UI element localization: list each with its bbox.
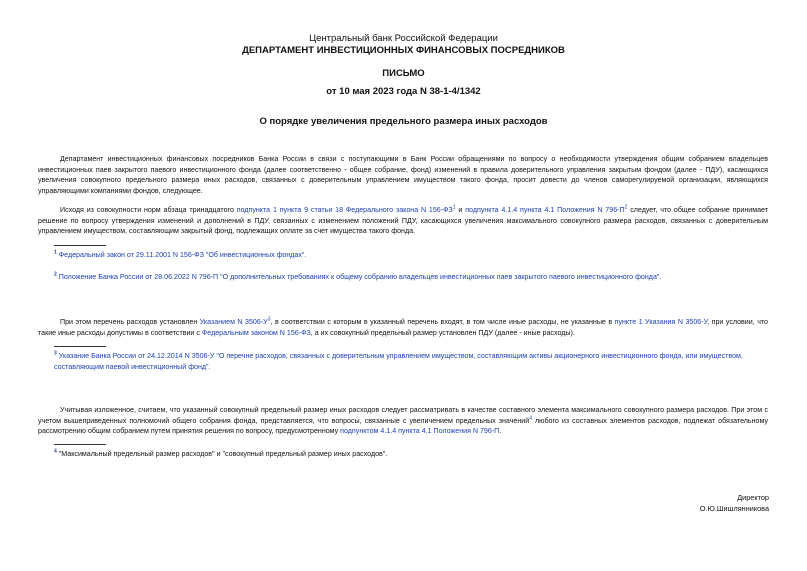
footnote-ref-4[interactable]: 4 — [529, 415, 532, 422]
footnote-1 — [54, 250, 774, 261]
signature-block — [700, 492, 769, 514]
link-directive-3506u-item1[interactable]: пункте 1 Указания N 3506-У — [614, 318, 708, 326]
footnote-mark: 1 — [54, 249, 57, 256]
link-regulation-796p-item[interactable]: подпунктом 4.1.4 пункта 4.1 Положения N 796-П — [340, 427, 500, 436]
footnote-2 — [54, 272, 774, 283]
text-segment: любого из составных элементов расходов, подлежат обязательному рассмотрению общим собранием путем принятия решения по вопросу, предусмотренному — [38, 416, 768, 436]
text-segment: , в соответствии с которым в указанный перечень входят, в том числе иные расходы, не указанные в — [270, 318, 615, 326]
signatory-name: О.Ю.Шишлянникова — [699, 504, 769, 513]
footnote-4 — [54, 449, 774, 460]
footnote-mark: 2 — [54, 271, 57, 278]
text-segment: , а их совокупный предельный размер установлен ПДУ (далее - иные расходы). — [310, 328, 575, 337]
footnote-text[interactable]: Указание Банка России от 24.12.2014 N 3506-У "О перечне расходов, связанных с доверительным управлением имуществом, составляющим активы акционерного инвестиционного фонда, или имуществом, составляющим паевой инвестиционный фонд". — [54, 352, 743, 371]
footnote-text[interactable]: Положение Банка России от 28.06.2022 N 796-П "О дополнительных требованиях к общему собранию владельцев инвестиционных паев закрытого паевого инвестиционного фонда". — [58, 273, 662, 281]
footnote-text[interactable]: Федеральный закон от 29.11.2001 N 156-ФЗ "Об инвестиционных фондах". — [58, 251, 307, 259]
footnote-separator — [54, 245, 106, 246]
text-segment: и — [455, 206, 466, 214]
footnote-separator — [54, 444, 106, 445]
document-type: ПИСЬМО — [382, 68, 425, 79]
paragraph-expense-list — [38, 317, 768, 338]
department-name: ДЕПАРТАМЕНТ ИНВЕСТИЦИОННЫХ ФИНАНСОВЫХ ПОСРЕДНИКОВ — [242, 45, 565, 56]
link-regulation-796p[interactable]: подпункта 4.1.4 пункта 4.1 Положения N 796-П — [465, 206, 625, 214]
footnote-mark: 4 — [54, 448, 57, 455]
text-segment: Учитывая изложенное, считаем, что указанный совокупный предельный размер иных расходов следует рассматривать в качестве составного элемента максимального совокупного размера расходов. При этом с учетом вышеприведенных полномочий общего собрания фонда, представляется, что вопросы, связанные с увеличением предельных значений — [38, 406, 768, 425]
text-segment: Исходя из совокупности норм абзаца тринадцатого — [60, 206, 237, 214]
paragraph-conclusion — [38, 405, 768, 437]
footnote-3 — [54, 351, 774, 372]
link-directive-3506u[interactable]: Указанием N 3506-У — [199, 318, 268, 326]
footnote-ref-2[interactable]: 2 — [624, 204, 628, 211]
link-federal-law-156fz[interactable]: Федеральным законом N 156-ФЗ — [201, 328, 311, 337]
link-law-156fz[interactable]: подпункта 1 пункта 9 статьи 18 Федерального закона N 156-ФЗ — [236, 206, 453, 214]
footnote-text: "Максимальный предельный размер расходов" и "совокупный предельный размер иных расходов". — [58, 450, 388, 458]
footnote-mark: 3 — [54, 350, 57, 357]
text-segment: При этом перечень расходов установлен — [60, 318, 200, 326]
text-segment: . — [499, 427, 502, 436]
document-date-number: от 10 мая 2023 года N 38-1-4/1342 — [326, 86, 481, 97]
document-subject: О порядке увеличения предельного размера иных расходов — [259, 116, 548, 127]
footnote-ref-3[interactable]: 3 — [267, 316, 271, 323]
signatory-title: Директор — [737, 493, 769, 502]
footnote-ref-1[interactable]: 1 — [452, 204, 456, 211]
issuer-name: Центральный банк Российской Федерации — [309, 33, 498, 44]
paragraph-legal-basis — [38, 205, 768, 237]
footnote-separator — [54, 346, 106, 347]
text-segment: , при условии, что такие иные расходы допустимы в соответствии с — [38, 318, 768, 337]
paragraph-intro: Департамент инвестиционных финансовых посредников Банка России в связи с поступающими в Банк России обращениями по вопросу о необходимости утверждения общим собранием владельцев инвестиционных паев закрытого паевого инвестиционного фонда (далее соответственно - общее собрание, фонд) изменений в правила доверительного управления закрытым фондом (далее - ПДУ), касающихся увеличения совокупного предельного размера иных расходов, связанных с доверительным управлением имуществом такого фонда, просит довести до членов саморегулируемой организации, являющихся управляющими компаниями фондов, следующее. — [38, 155, 768, 195]
text-segment: следует, что общее собрание принимает решение по вопросу утверждения изменений и дополнений в ПДУ, связанных с изменением положений ПДУ, касающихся увеличения максимального совокупного размера расходов, связанных с доверительным управлением имуществом, составляющим закрытый фонд, подлежащих оплате за счет имущества такого фонда. — [38, 206, 768, 236]
